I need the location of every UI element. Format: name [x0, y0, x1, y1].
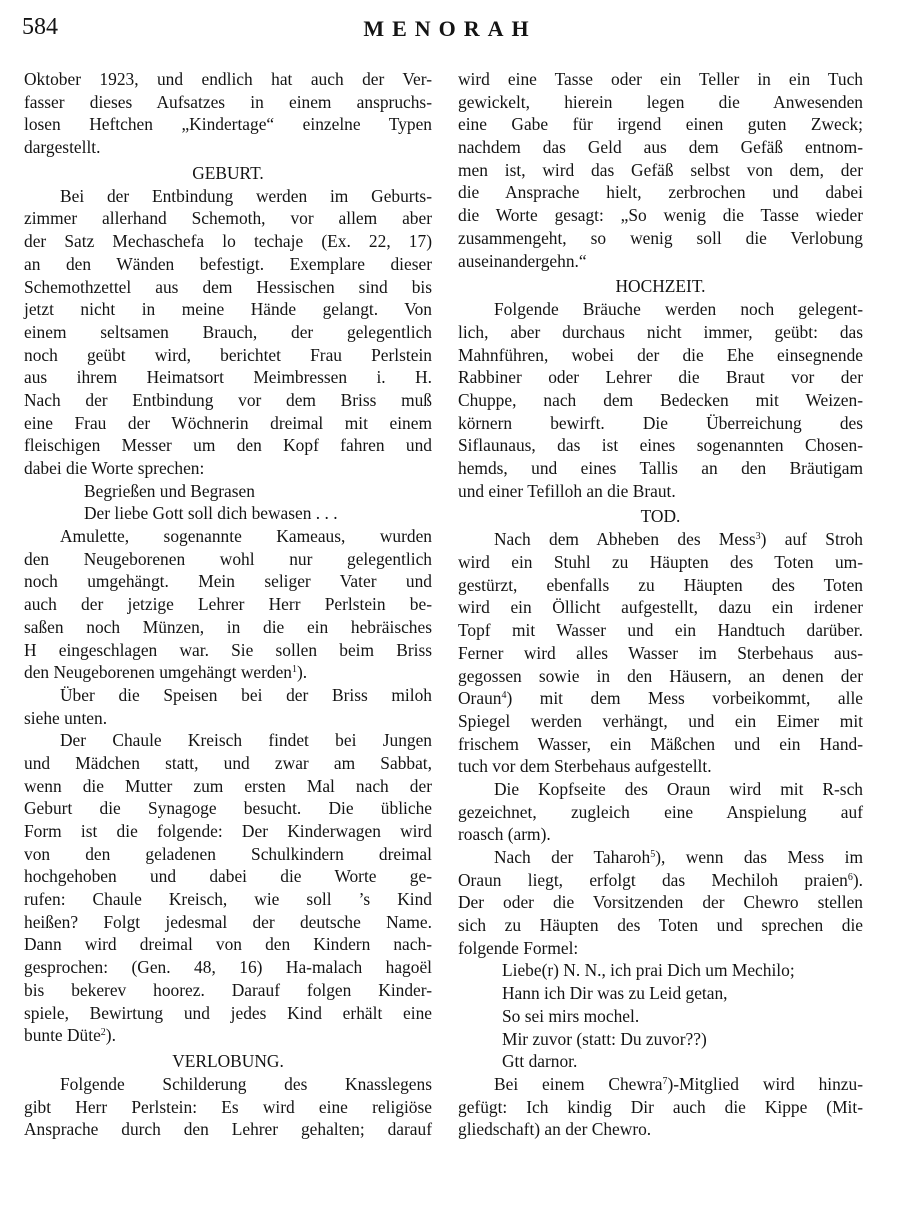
text-line — [458, 801, 863, 824]
text-line-content: Mir zuvor (statt: Du zuvor??) — [502, 1028, 707, 1049]
text-line — [458, 891, 863, 914]
text-line — [24, 616, 432, 639]
text-line-content: saßen noch Münzen, in die ein hebräisches — [24, 616, 432, 637]
text-line-content: gliedschaft) an der Chewro. — [458, 1119, 652, 1140]
text-line-content: Hann ich Dir was zu Leid getan, — [502, 983, 728, 1004]
text-line — [24, 639, 432, 662]
text-line — [458, 687, 863, 710]
text-line-content: Folgende Bräuche werden noch gelegent- — [494, 299, 863, 320]
text-line-content: wird eine Tasse oder ein Teller in ein Tuch — [458, 69, 863, 89]
text-line — [458, 642, 863, 665]
text-line-content: Gtt darnor. — [502, 1051, 578, 1072]
text-line — [458, 113, 863, 136]
text-line — [24, 570, 432, 593]
text-line — [24, 207, 432, 230]
text-line — [458, 596, 863, 619]
text-line-content: wird ein Öllicht aufgestellt, dazu ein irdener — [458, 597, 863, 618]
text-line-content: an den Wänden befestigt. Exemplare dieser — [24, 253, 432, 274]
text-line-tail: )-Mitglied wird hinzu- — [667, 1073, 863, 1094]
text-line — [458, 1028, 863, 1051]
text-line — [458, 574, 863, 597]
footnote-marker: 5 — [650, 849, 656, 860]
text-line — [458, 298, 863, 321]
text-line — [24, 1073, 432, 1096]
text-line — [458, 344, 863, 367]
text-line-content: körnern bewirft. Die Überreichung des — [458, 412, 863, 433]
text-line-content: losen Heftchen „Kindertage“ einzelne Typen — [24, 114, 432, 135]
text-line-content: bunte Düte — [24, 1025, 101, 1046]
text-line-content: Folgende Schilderung des Knasslegens — [60, 1073, 432, 1094]
text-line-content: Siflaunaus, das ist eines sogenannten Chosen- — [458, 435, 863, 456]
text-line-content: spiele, Bewirtung und jedes Kind erhält eine — [24, 1002, 432, 1023]
text-line — [458, 412, 863, 435]
text-line — [24, 276, 432, 299]
text-line — [24, 113, 432, 136]
running-title: MENORAH — [363, 16, 537, 41]
text-line — [24, 797, 432, 820]
text-line-content: Oraun — [458, 688, 502, 709]
text-line — [458, 91, 863, 114]
text-line — [458, 204, 863, 227]
text-line — [24, 253, 432, 276]
text-line-tail: ). — [105, 1025, 116, 1046]
text-line — [24, 865, 432, 888]
text-line-content: gezeichnet, zugleich eine Anspielung auf — [458, 801, 863, 822]
text-line-content: folgende Formel: — [458, 937, 579, 958]
text-line-content: gibt Herr Perlstein: Es wird eine religiöse — [24, 1096, 432, 1117]
text-line — [24, 548, 432, 571]
text-line-content: frischem Wasser, ein Mäßchen und ein Hand- — [458, 733, 863, 754]
section-heading-text: VERLOBUNG. — [172, 1050, 284, 1071]
text-line-content: lich, aber durchaus nicht immer, geübt: das — [458, 321, 863, 342]
text-line-content: die Ansprache hielt, zerbrochen und dabei — [458, 182, 863, 203]
text-line — [24, 91, 432, 114]
text-line-content: Amulette, sogenannte Kameaus, wurden — [60, 526, 432, 547]
footnote-marker: 6 — [847, 871, 853, 883]
text-line-content: Der Chaule Kreisch findet bei Jungen — [60, 730, 432, 751]
text-line-tail: ), wenn das Mess im — [655, 847, 863, 867]
text-line-content: fleischigen Messer um den Kopf fahren und — [24, 435, 432, 456]
footnote-marker: 3 — [755, 531, 761, 543]
text-line — [458, 159, 863, 182]
text-line — [24, 820, 432, 843]
text-line-content: Schemothzettel aus dem Hessischen sind bis — [24, 276, 432, 297]
text-line — [24, 457, 432, 480]
text-line — [458, 480, 863, 503]
text-line — [458, 136, 863, 159]
text-line — [458, 823, 863, 846]
text-line-content: dabei die Worte sprechen: — [24, 458, 205, 478]
section-heading — [24, 1047, 432, 1073]
text-line-content: Spiegel werden verhängt, und ein Eimer mit — [458, 710, 863, 731]
section-heading-text: HOCHZEIT. — [615, 276, 706, 297]
text-line-content: und einer Tefilloh an die Braut. — [458, 480, 676, 501]
text-line-content: eine Frau der Wöchnerin dreimal mit einem — [24, 412, 432, 433]
text-line-content: gewickelt, hierein legen die Anwesenden — [458, 91, 863, 112]
text-line-content: Bei der Entbindung werden im Geburts- — [60, 185, 432, 206]
section-heading — [458, 502, 863, 528]
text-line-content: auch der jetzige Lehrer Herr Perlstein be- — [24, 594, 432, 615]
text-line-content: Nach der Taharoh — [494, 847, 651, 867]
text-line — [24, 480, 432, 503]
text-line — [24, 389, 432, 412]
text-line-content: gefügt: Ich kindig Dir auch die Kippe (Mit- — [458, 1096, 863, 1117]
text-line-tail: ). — [852, 869, 863, 890]
text-line-content: auseinandergehn.“ — [458, 250, 587, 271]
text-line-content: Bei einem Chewra — [494, 1073, 663, 1094]
text-line — [24, 185, 432, 208]
section-heading — [24, 159, 432, 185]
text-line-content: wenn die Mutter zum ersten Mal nach der — [24, 775, 432, 796]
text-line-content: fasser dieses Aufsatzes in einem anspruchs- — [24, 91, 432, 112]
text-line — [458, 434, 863, 457]
text-line — [458, 1050, 863, 1073]
text-line-content: den Neugeborenen wohl nur gelegentlich — [24, 548, 432, 569]
text-line — [24, 1002, 432, 1025]
text-line — [458, 321, 863, 344]
text-line-content: Die Kopfseite des Oraun wird mit R-sch — [494, 778, 863, 799]
text-line — [24, 684, 432, 707]
text-line-content: rufen: Chaule Kreisch, wie soll ’s Kind — [24, 889, 432, 910]
text-line — [24, 434, 432, 457]
text-line — [24, 956, 432, 979]
text-line — [458, 710, 863, 733]
text-line — [458, 982, 863, 1005]
text-line-content: der Satz Mechaschefa lo techaje (Ex. 22, 17) — [24, 231, 432, 252]
text-line-content: zusammengeht, so wenig soll die Verlobung — [458, 227, 863, 248]
text-line — [458, 227, 863, 250]
text-line-content: Form ist die folgende: Der Kinderwagen wird — [24, 821, 432, 841]
text-line — [24, 412, 432, 435]
footnote-marker: 2 — [100, 1027, 106, 1039]
text-line-content: Rabbiner oder Lehrer die Braut vor der — [458, 367, 863, 388]
text-line-content: Der oder die Vorsitzenden der Chewro stellen — [458, 892, 863, 913]
text-line-content: Ansprache durch den Lehrer gehalten; darauf — [24, 1119, 432, 1140]
text-line — [24, 1024, 432, 1047]
text-line — [458, 250, 863, 273]
text-line-content: und Mädchen statt, und zwar am Sabbat, — [24, 752, 432, 773]
text-line-content: Mahnführen, wobei der die Ehe einsegnende — [458, 344, 863, 365]
text-line — [458, 914, 863, 937]
text-line — [458, 1073, 863, 1096]
text-line — [24, 775, 432, 798]
text-line — [458, 1005, 863, 1028]
text-line-content: Über die Speisen bei der Briss miloh — [60, 684, 432, 705]
text-line — [458, 366, 863, 389]
text-line-tail: ). — [297, 662, 308, 683]
text-line — [24, 933, 432, 956]
text-line — [458, 846, 863, 869]
text-line — [458, 937, 863, 960]
text-line — [24, 321, 432, 344]
text-line — [458, 181, 863, 204]
text-line-content: siehe unten. — [24, 707, 108, 728]
text-line — [24, 661, 432, 684]
left-column — [24, 68, 432, 1141]
text-line-content: die Worte gesagt: „So wenig die Tasse wieder — [458, 205, 863, 226]
text-line — [24, 298, 432, 321]
text-line — [24, 843, 432, 866]
text-line-content: Ferner wird alles Wasser im Sterbehaus aus- — [458, 642, 863, 663]
text-line — [458, 733, 863, 756]
text-line-content: dargestellt. — [24, 137, 101, 158]
text-line — [24, 707, 432, 730]
text-line — [24, 911, 432, 934]
text-line-content: jetzt nicht in meine Hände gelangt. Von — [24, 299, 432, 320]
text-line — [458, 959, 863, 982]
text-line-content: Chuppe, nach dem Bedecken mit Weizen- — [458, 389, 863, 410]
page-number: 584 — [22, 14, 58, 40]
text-line — [24, 68, 432, 91]
text-line-content: noch umgehängt. Mein seliger Vater und — [24, 571, 432, 592]
text-line-content: zimmer allerhand Schemoth, vor allem aber — [24, 208, 432, 229]
text-line-content: Der liebe Gott soll dich bewasen . . . — [84, 503, 338, 524]
text-line-content: Oraun liegt, erfolgt das Mechiloh praien — [458, 869, 848, 890]
section-heading-text: GEBURT. — [192, 162, 264, 183]
text-line-content: aus ihrem Heimatsort Meimbressen i. H. — [24, 367, 432, 388]
text-line — [24, 1096, 432, 1119]
text-line — [458, 1096, 863, 1119]
text-line — [24, 344, 432, 367]
text-line-content: noch geübt wird, berichtet Frau Perlstein — [24, 344, 432, 365]
text-line-content: einem seltsamen Brauch, der gelegentlich — [24, 321, 432, 342]
footnote-marker: 4 — [501, 690, 507, 702]
text-line — [458, 68, 863, 91]
footnote-marker: 1 — [292, 664, 298, 676]
text-line-content: tuch vor dem Sterbehaus aufgestellt. — [458, 756, 712, 777]
text-line — [458, 528, 863, 551]
text-line — [24, 230, 432, 253]
text-line-content: von den geladenen Schulkindern dreimal — [24, 843, 432, 864]
text-line-content: eine Gabe für irgend einen guten Zweck; — [458, 114, 863, 135]
text-line-content: bis bekerev hoorez. Darauf folgen Kinder- — [24, 979, 432, 1000]
text-line-tail: ) auf Stroh — [760, 529, 863, 550]
text-line-content: roasch (arm). — [458, 824, 551, 845]
section-heading-text: TOD. — [640, 506, 681, 527]
text-line-content: So sei mirs mochel. — [502, 1005, 640, 1026]
text-line — [458, 389, 863, 412]
text-line-content: Dann wird dreimal von den Kindern nach- — [24, 934, 432, 955]
text-line — [458, 1118, 863, 1141]
text-line-content: hemds, und eines Tallis an den Bräutigam — [458, 458, 863, 478]
text-line-content: H eingeschlagen war. Sie sollen beim Briss — [24, 639, 432, 660]
text-line — [24, 979, 432, 1002]
text-line-content: gesprochen: (Gen. 48, 16) Ha-malach hagoël — [24, 957, 432, 978]
text-line-content: gestürzt, ebenfalls zu Häupten des Toten — [458, 574, 863, 595]
right-column — [458, 68, 863, 1141]
text-line-tail: ) mit dem Mess vorbeikommt, alle — [506, 688, 863, 709]
footnote-marker: 7 — [662, 1075, 668, 1087]
text-line-content: men ist, wird das Gefäß selbst von dem, der — [458, 159, 863, 180]
text-line — [458, 665, 863, 688]
text-line-content: Oktober 1923, und endlich hat auch der Ver- — [24, 69, 432, 89]
text-line — [458, 778, 863, 801]
text-line — [24, 752, 432, 775]
text-line-content: nachdem das Geld aus dem Gefäß entnom- — [458, 137, 863, 158]
text-line-content: sich zu Häupten des Toten und sprechen die — [458, 915, 863, 936]
text-line — [458, 457, 863, 480]
running-header — [22, 14, 878, 44]
text-line — [24, 525, 432, 548]
text-line — [458, 619, 863, 642]
text-line-content: Geburt die Synagoge besucht. Die übliche — [24, 798, 432, 819]
text-line-content: Liebe(r) N. N., ich prai Dich um Mechilo; — [502, 960, 795, 981]
text-line-content: heißen? Folgt jedesmal der deutsche Name. — [24, 911, 432, 932]
text-line — [24, 729, 432, 752]
text-line — [24, 888, 432, 911]
text-line — [24, 136, 432, 159]
section-heading — [458, 272, 863, 298]
text-line-content: gegossen sowie in den Häusern, an denen der — [458, 665, 863, 686]
text-line — [24, 366, 432, 389]
text-line-content: hochgehoben und dabei die Worte ge- — [24, 866, 432, 887]
text-line-content: Nach der Entbindung vor dem Briss muß — [24, 389, 432, 410]
text-line — [24, 1118, 432, 1141]
text-line — [24, 502, 432, 525]
text-line — [458, 755, 863, 778]
text-line-content: den Neugeborenen umgehängt werden — [24, 662, 293, 683]
text-line-content: Begrießen und Begrasen — [84, 480, 255, 501]
text-line — [458, 869, 863, 892]
text-line-content: wird ein Stuhl zu Häupten des Toten um- — [458, 552, 863, 573]
text-line — [24, 593, 432, 616]
text-line-content: Topf mit Wasser und ein Handtuch darüber. — [458, 620, 863, 641]
text-line-content: Nach dem Abheben des Mess — [494, 529, 756, 550]
text-line — [458, 551, 863, 574]
